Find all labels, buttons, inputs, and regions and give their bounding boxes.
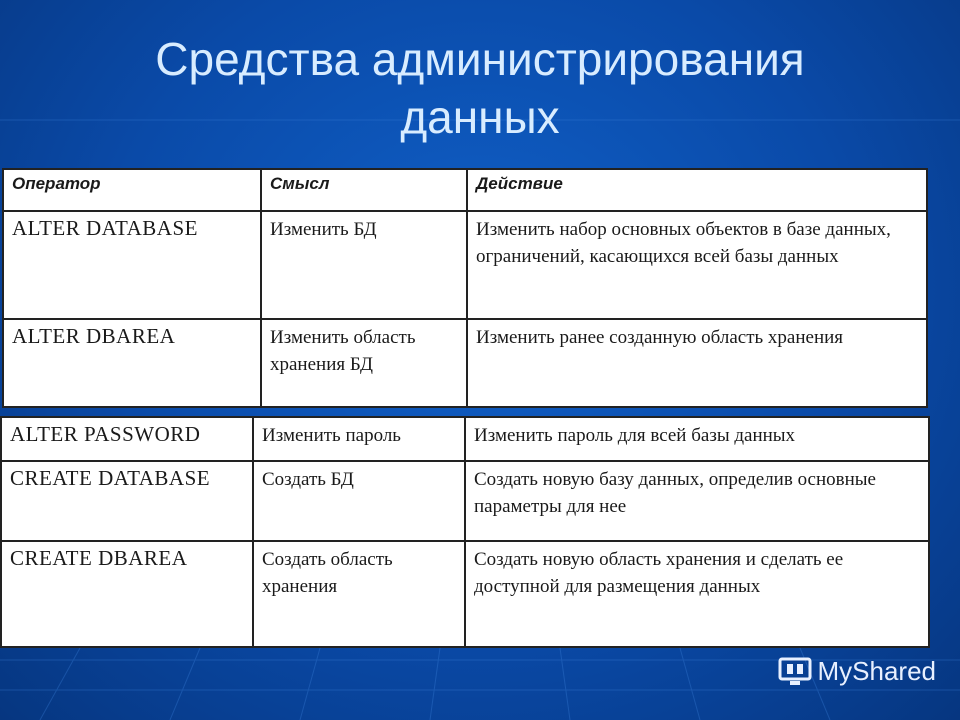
myshared-watermark	[778, 656, 937, 687]
table-row	[1, 417, 929, 461]
action-cell: Создать новую область хранения и сделать ее доступной для размещения данных	[465, 541, 929, 647]
operator-cell: CREATE DATABASE	[1, 461, 253, 541]
monitor-icon	[778, 657, 812, 687]
header-meaning: Смысл	[261, 169, 467, 211]
action-cell: Изменить пароль для всей базы данных	[465, 417, 929, 461]
action-cell: Изменить ранее созданную область хранения	[467, 319, 927, 407]
header-operator: Оператор	[3, 169, 261, 211]
slide-title	[0, 30, 960, 146]
operator-cell: ALTER DBAREA	[3, 319, 261, 407]
operator-cell: ALTER DATABASE	[3, 211, 261, 319]
watermark-text: MyShared	[817, 656, 936, 686]
table-row	[1, 541, 929, 647]
table-header-row	[3, 169, 927, 211]
table-row	[1, 461, 929, 541]
table-row	[3, 211, 927, 319]
action-cell: Изменить набор основных объектов в базе данных, ограничений, касающихся всей базы данных	[467, 211, 927, 319]
action-cell: Создать новую базу данных, определив основные параметры для нее	[465, 461, 929, 541]
table-row	[3, 319, 927, 407]
meaning-cell: Изменить БД	[261, 211, 467, 319]
meaning-cell: Изменить область хранения БД	[261, 319, 467, 407]
title-line-1: Средства администрирования	[155, 33, 805, 85]
meaning-cell: Изменить пароль	[253, 417, 465, 461]
meaning-cell: Создать БД	[253, 461, 465, 541]
operators-table-bottom	[0, 416, 930, 648]
operator-cell: CREATE DBAREA	[1, 541, 253, 647]
header-action: Действие	[467, 169, 927, 211]
operators-table-top	[2, 168, 928, 408]
title-line-2: данных	[400, 91, 560, 143]
operator-cell: ALTER PASSWORD	[1, 417, 253, 461]
meaning-cell: Создать область хранения	[253, 541, 465, 647]
